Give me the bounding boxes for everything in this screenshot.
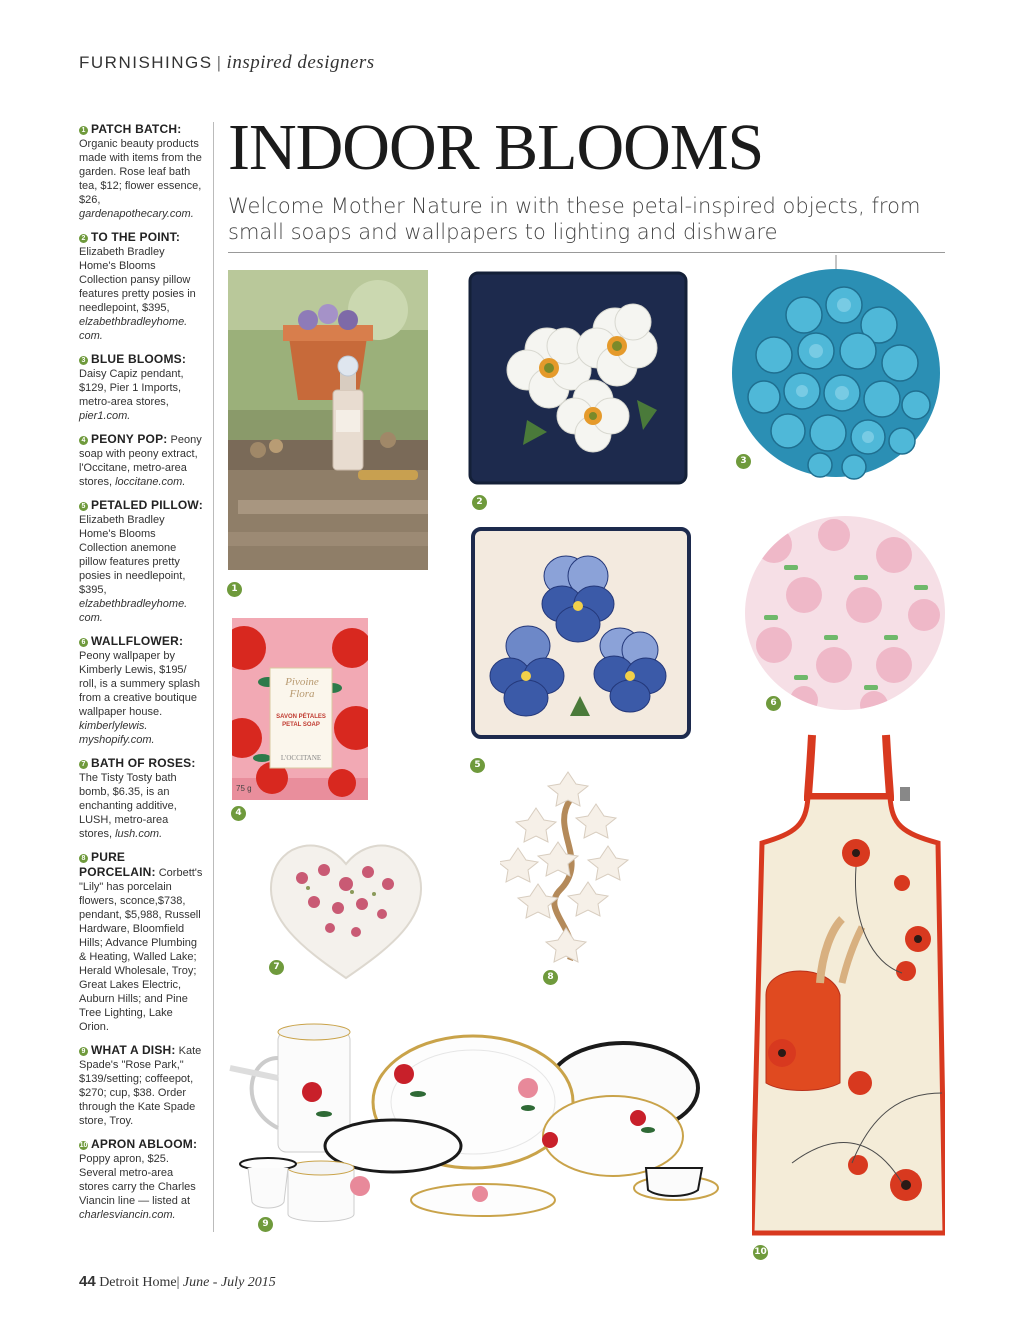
item-number-badge: 7 <box>79 760 88 769</box>
credit-link[interactable]: charlesviancin.com. <box>79 1209 176 1221</box>
item-number-badge: 6 <box>79 638 88 647</box>
photo-peony-wallpaper <box>744 515 946 711</box>
item-badge-9: 9 <box>258 1217 273 1232</box>
photo-rose-park-dishware <box>228 1018 728 1228</box>
credit-link[interactable]: pier1.com. <box>79 410 131 422</box>
section-separator: | <box>216 53 223 72</box>
credit-heading: BLUE BLOOMS: <box>91 352 187 366</box>
footer-separator: | <box>176 1275 180 1290</box>
credit-body: Organic beauty products made with items from the garden. Rose leaf bath tea, $12; flower essence, $26, <box>79 138 202 206</box>
credit-link[interactable]: kimberlylewis. myshopify.com. <box>79 720 155 746</box>
issue-date: June - July 2015 <box>182 1275 276 1290</box>
credit-item-9 <box>79 1043 204 1128</box>
item-badge-3: 3 <box>736 454 751 469</box>
item-badge-7: 7 <box>269 960 284 975</box>
magazine-name: Detroit Home <box>99 1275 177 1290</box>
photo-porcelain-lily-sconce <box>500 770 640 980</box>
credit-body: Peony wallpaper by Kimberly Lewis, $195/ roll, is a summery splash from a creative boutique wallpaper house. <box>79 650 201 718</box>
credit-link[interactable]: gardenapothecary.com. <box>79 208 194 220</box>
item-number-badge: 8 <box>79 854 88 863</box>
item-badge-1: 1 <box>227 582 242 597</box>
section-header <box>79 52 375 74</box>
credit-heading: PETALED PILLOW: <box>91 498 203 512</box>
credit-body: Elizabeth Bradley Home's Blooms Collection anemone pillow features pretty posies in needlepoint, $395, <box>79 514 186 596</box>
photo-garden-apothecary <box>228 270 428 570</box>
soap-weight: 75 g <box>236 784 252 793</box>
credit-link[interactable]: elzabethbradleyhome. com. <box>79 316 188 342</box>
item-number-badge: 4 <box>79 436 88 445</box>
credit-body: Elizabeth Bradley Home's Blooms Collection pansy pillow features pretty posies in needlepoint, $395, <box>79 246 196 314</box>
item-number-badge: 5 <box>79 502 88 511</box>
credit-body: Corbett's "Lily" has porcelain flowers, sconce,$738, pendant, $5,988, Russell Hardware, Bloomfield Hills; Advance Plumbing & Heating, Walled Lake; Herald Wholesale, Troy; Great Lakes Electric, Auburn Hills; and Pine Tree Lighting, Lake Orion. <box>79 867 203 1033</box>
credit-body: Peony soap with peony extract, l'Occitane, metro-area stores, <box>79 434 202 488</box>
item-number-badge: 10 <box>79 1142 88 1149</box>
credit-item-10 <box>79 1137 204 1222</box>
credit-heading: PURE PORCELAIN: <box>79 850 156 879</box>
item-number-badge: 3 <box>79 356 88 365</box>
page-title: INDOOR BLOOMS <box>228 111 764 184</box>
credit-item-3 <box>79 352 204 423</box>
credit-item-2 <box>79 230 204 343</box>
soap-script: Pivoine Flora <box>285 676 319 700</box>
credit-body: The Tisty Tosty bath bomb, $6.35, is an enchanting additive, LUSH, metro-area stores, <box>79 772 177 840</box>
item-number-badge: 1 <box>79 126 88 135</box>
item-number-badge: 2 <box>79 234 88 243</box>
item-badge-6: 6 <box>766 696 781 711</box>
item-badge-5: 5 <box>470 758 485 773</box>
photo-peony-soap <box>232 618 368 800</box>
credit-item-7 <box>79 756 204 841</box>
soap-brand: L'OCCITANE <box>280 754 322 762</box>
photo-bath-bomb <box>262 828 430 988</box>
page-footer <box>79 1273 276 1291</box>
credit-item-4 <box>79 432 204 489</box>
soap-label-line1: SAVON PÉTALES <box>276 714 326 720</box>
credit-heading: WALLFLOWER: <box>91 634 184 648</box>
credit-heading: PATCH BATCH: <box>91 122 182 136</box>
column-divider <box>213 122 214 1232</box>
credit-body: Daisy Capiz pendant, $129, Pier 1 Imports, metro-area stores, <box>79 368 184 408</box>
credit-heading: TO THE POINT: <box>91 230 181 244</box>
credit-link[interactable]: elzabethbradleyhome. com. <box>79 598 188 624</box>
credit-link[interactable]: lush.com. <box>115 828 163 840</box>
item-number-badge: 9 <box>79 1047 88 1056</box>
item-badge-10: 10 <box>753 1245 768 1260</box>
credit-heading: APRON ABLOOM: <box>91 1137 198 1151</box>
section-name: FURNISHINGS <box>79 53 213 72</box>
item-badge-4: 4 <box>231 806 246 821</box>
page-dek: Welcome Mother Nature in with these petal-inspired objects, from small soaps and wallpapers to lighting and dishware <box>228 194 921 244</box>
credit-item-6 <box>79 634 204 747</box>
photo-pansy-pillow <box>470 526 692 740</box>
photo-anemone-pillow-navy <box>467 270 689 486</box>
product-credits-sidebar <box>79 122 204 1231</box>
page-number: 44 <box>79 1273 96 1290</box>
credit-heading: PEONY POP: <box>91 432 168 446</box>
soap-label-line2: PETAL SOAP <box>282 722 320 728</box>
title-rule <box>228 252 945 253</box>
section-subtitle: inspired designers <box>226 52 375 73</box>
credit-body: Kate Spade's "Rose Park," $139/setting; coffeepot, $270; cup, $38. Order through the Kate Spade store, Troy. <box>79 1045 202 1127</box>
item-badge-8: 8 <box>543 970 558 985</box>
credit-item-8 <box>79 850 204 1034</box>
credit-body: Poppy apron, $25. Several metro-area stores carry the Charles Viancin line — listed at <box>79 1153 196 1207</box>
photo-poppy-apron <box>752 733 945 1243</box>
credit-item-1 <box>79 122 204 221</box>
credit-item-5 <box>79 498 204 625</box>
credit-heading: WHAT A DISH: <box>91 1043 176 1057</box>
credit-heading: BATH OF ROSES: <box>91 756 196 770</box>
photo-capiz-pendant <box>724 255 949 485</box>
credit-link[interactable]: loccitane.com. <box>115 476 186 488</box>
item-badge-2: 2 <box>472 495 487 510</box>
